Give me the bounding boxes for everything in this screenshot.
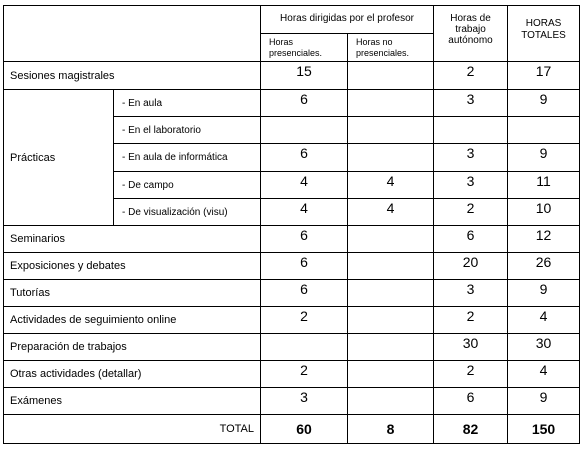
header-no-presenciales: Horas no presenciales. (348, 34, 434, 62)
practicas-label: Prácticas (4, 90, 114, 226)
row-sublabel: - En el laboratorio (114, 117, 261, 144)
row-sublabel: - De visualización (visu) (114, 199, 261, 226)
cell-presenciales: 3 (261, 388, 348, 415)
row-sublabel: - De campo (114, 172, 261, 199)
header-totales (508, 6, 580, 62)
cell-total: 30 (508, 334, 580, 361)
cell-autonomo (434, 117, 508, 144)
table-row (4, 388, 580, 415)
cell-no-presenciales (348, 90, 434, 117)
header-totales-line2: TOTALES (521, 30, 566, 41)
row-label: Actividades de seguimiento online (4, 307, 261, 334)
cell-no-presenciales (348, 144, 434, 172)
cell-total: 10 (508, 199, 580, 226)
cell-total: 11 (508, 172, 580, 199)
cell-autonomo: 3 (434, 90, 508, 117)
row-label: Otras actividades (detallar) (4, 361, 261, 388)
table-row (4, 62, 580, 90)
cell-autonomo: 3 (434, 280, 508, 307)
cell-autonomo: 3 (434, 172, 508, 199)
cell-presenciales: 6 (261, 144, 348, 172)
cell-presenciales (261, 334, 348, 361)
total-autonomo: 82 (434, 415, 508, 444)
cell-no-presenciales (348, 388, 434, 415)
cell-total: 26 (508, 253, 580, 280)
cell-no-presenciales: 4 (348, 172, 434, 199)
table-row (4, 226, 580, 253)
row-label: Sesiones magistrales (4, 62, 261, 90)
total-presenciales: 60 (261, 415, 348, 444)
row-sublabel: - En aula de informática (114, 144, 261, 172)
cell-total: 4 (508, 361, 580, 388)
header-autonomo-line3: autónomo (448, 35, 493, 46)
cell-autonomo: 6 (434, 226, 508, 253)
cell-total (508, 117, 580, 144)
cell-no-presenciales (348, 334, 434, 361)
table-row (4, 307, 580, 334)
cell-autonomo: 2 (434, 307, 508, 334)
cell-total: 9 (508, 388, 580, 415)
cell-presenciales: 15 (261, 62, 348, 90)
header-totales-line1: HORAS (525, 18, 562, 29)
cell-autonomo: 2 (434, 199, 508, 226)
header-empty-cell (4, 6, 261, 62)
header-dirigidas: Horas dirigidas por el profesor (261, 6, 434, 34)
row-label: Preparación de trabajos (4, 334, 261, 361)
total-total: 150 (508, 415, 580, 444)
cell-total: 9 (508, 144, 580, 172)
cell-no-presenciales (348, 280, 434, 307)
cell-total: 12 (508, 226, 580, 253)
cell-no-presenciales (348, 253, 434, 280)
cell-total: 4 (508, 307, 580, 334)
table-row (4, 253, 580, 280)
cell-autonomo: 6 (434, 388, 508, 415)
cell-autonomo: 3 (434, 144, 508, 172)
cell-no-presenciales (348, 62, 434, 90)
cell-total: 17 (508, 62, 580, 90)
row-label: Tutorías (4, 280, 261, 307)
cell-autonomo: 2 (434, 62, 508, 90)
table-row (4, 90, 580, 117)
cell-no-presenciales (348, 226, 434, 253)
cell-total: 9 (508, 280, 580, 307)
cell-presenciales (261, 117, 348, 144)
row-label: Seminarios (4, 226, 261, 253)
hours-table (3, 5, 580, 444)
total-label: TOTAL (4, 415, 261, 444)
table-row (4, 280, 580, 307)
cell-no-presenciales: 4 (348, 199, 434, 226)
cell-presenciales: 6 (261, 253, 348, 280)
cell-autonomo: 2 (434, 361, 508, 388)
cell-autonomo: 30 (434, 334, 508, 361)
cell-presenciales: 6 (261, 280, 348, 307)
row-sublabel: - En aula (114, 90, 261, 117)
header-autonomo-line2: trabajo (455, 24, 486, 35)
cell-presenciales: 6 (261, 226, 348, 253)
cell-presenciales: 4 (261, 199, 348, 226)
table-row (4, 361, 580, 388)
cell-presenciales: 4 (261, 172, 348, 199)
header-autonomo-line1: Horas de (450, 13, 491, 24)
row-label: Exposiciones y debates (4, 253, 261, 280)
header-presenciales: Horas presenciales. (261, 34, 348, 62)
cell-presenciales: 2 (261, 361, 348, 388)
header-autonomo (434, 6, 508, 62)
table-row (4, 334, 580, 361)
totals-row (4, 415, 580, 444)
row-label: Exámenes (4, 388, 261, 415)
cell-presenciales: 6 (261, 90, 348, 117)
cell-no-presenciales (348, 361, 434, 388)
cell-total: 9 (508, 90, 580, 117)
cell-autonomo: 20 (434, 253, 508, 280)
cell-no-presenciales (348, 117, 434, 144)
total-no-presenciales: 8 (348, 415, 434, 444)
cell-presenciales: 2 (261, 307, 348, 334)
cell-no-presenciales (348, 307, 434, 334)
